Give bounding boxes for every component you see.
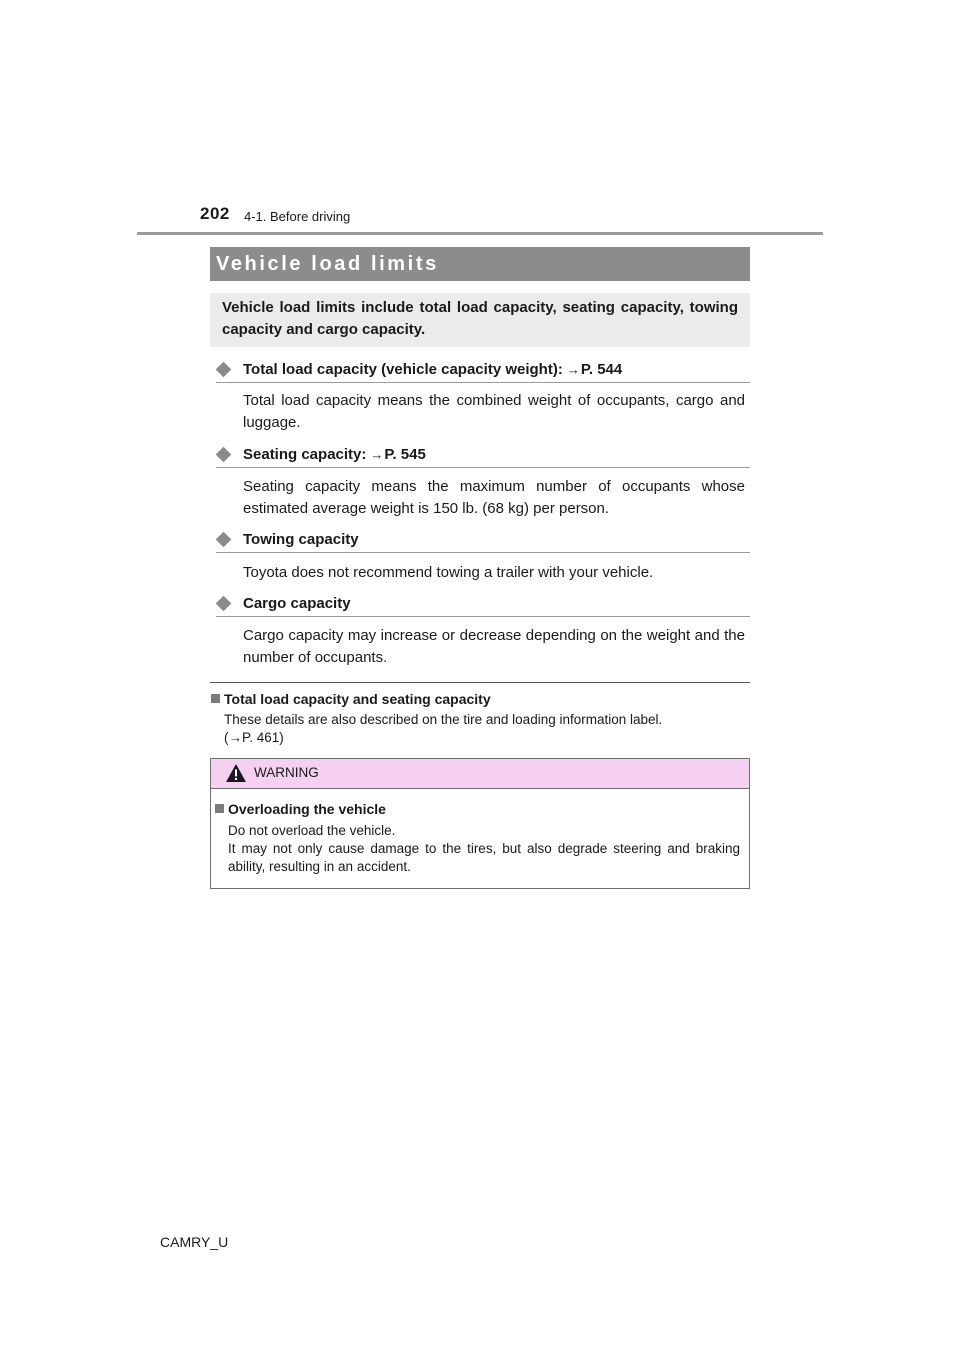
note-line-1: These details are also described on the tire and loading information label.: [224, 712, 663, 727]
warning-heading: [215, 801, 386, 817]
warning-line-1: Do not overload the vehicle.: [228, 823, 396, 838]
note-divider: [210, 682, 750, 683]
subheading-text: Total load capacity (vehicle capacity weight):: [243, 361, 563, 378]
body-towing: Toyota does not recommend towing a trailer with your vehicle.: [243, 564, 654, 581]
warning-triangle-icon: [225, 763, 247, 783]
subheading-text: Towing capacity: [243, 531, 359, 548]
body-total-load: Total load capacity means the combined weight of occupants, cargo and luggage.: [243, 392, 745, 431]
subheading-total-load: [216, 360, 750, 383]
diamond-bullet-icon: [216, 362, 232, 378]
header-divider: [137, 232, 823, 235]
page-number: 202: [200, 204, 230, 223]
title-bar: [210, 247, 750, 281]
intro-text: Vehicle load limits include total load capacity, seating capacity, towing capacity and cargo capacity.: [222, 299, 738, 338]
square-bullet-icon: [215, 804, 224, 813]
subheading-text: Cargo capacity: [243, 595, 351, 612]
subheading-text: Seating capacity:: [243, 446, 367, 463]
note-line-2: (→P. 461): [224, 730, 284, 745]
warning-body: [228, 822, 740, 876]
subheading-cargo: [216, 594, 750, 617]
page-title: Vehicle load limits: [216, 253, 439, 275]
diamond-bullet-icon: [216, 596, 232, 612]
subheading-seating: [216, 445, 750, 468]
note-heading: [211, 691, 491, 707]
footer-model-code: CAMRY_U: [160, 1234, 229, 1250]
warning-label: WARNING: [254, 765, 319, 780]
warning-heading-text: Overloading the vehicle: [228, 801, 386, 817]
arrow-icon: →: [370, 447, 384, 462]
note-heading-text: Total load capacity and seating capacity: [224, 691, 491, 707]
warning-header: [211, 759, 749, 789]
subheading-towing: [216, 530, 750, 553]
arrow-icon: →: [566, 362, 580, 377]
page-ref-link[interactable]: P. 544: [580, 361, 623, 378]
section-label: 4-1. Before driving: [244, 209, 351, 224]
page-ref-link[interactable]: P. 545: [384, 446, 426, 463]
diamond-bullet-icon: [216, 532, 232, 548]
diamond-bullet-icon: [216, 447, 232, 463]
body-seating: Seating capacity means the maximum number of occupants whose estimated average weight is 150 lb. (68 kg) per person.: [243, 478, 745, 517]
warning-line-2: It may not only cause damage to the tires, but also degrade steering and braking ability, resulting in an accident.: [228, 841, 740, 874]
note-body: [224, 711, 746, 747]
square-bullet-icon: [211, 694, 220, 703]
warning-box: [210, 758, 750, 889]
intro-box: [210, 293, 750, 347]
body-cargo: Cargo capacity may increase or decrease depending on the weight and the number of occupants.: [243, 627, 745, 666]
